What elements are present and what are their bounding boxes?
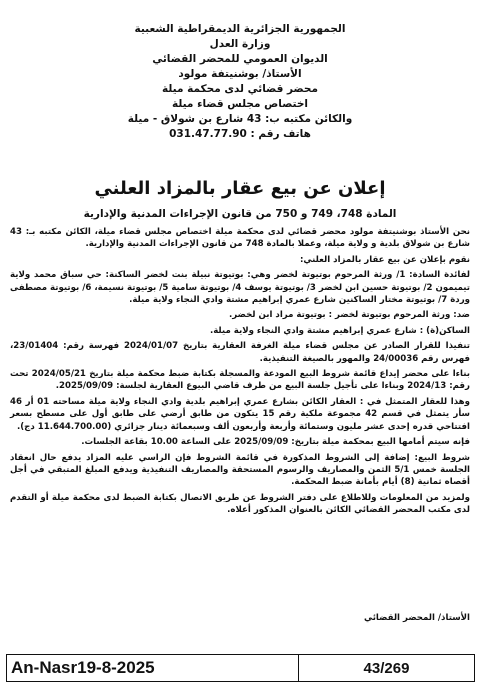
announcement-title: إعلان عن بيع عقار بالمزاد العلني [94,178,386,199]
reference-number: 43/269 [363,659,410,677]
publication-footer [6,654,475,682]
letterhead [40,22,440,142]
residence-paragraph: الساكن(ة) : شارع عمري إبراهيم مشتة وادي النجاء ولاية ميلة. [209,325,470,336]
sale-date-paragraph: فإنه سيتم أمامها البيع بمحكمة ميلة بتاريخ: 2025/09/09 على الساعة 10.00 بقاعة الجلسات. [81,437,470,448]
more-info-paragraph: ولمزيد من المعلومات وللاطلاع على دفتر الشروط عن طريق الاتصال بكتابة الضبط لدى محكمة ميلة أو التقدم لدى مكتب المحضر القضائي الكائن بالعنوان المذكور أعلاه. [10,492,470,516]
auction-notice: نقوم بإعلان عن بيع عقار بالمزاد العلني: [300,254,470,265]
header-line-ministry: وزارة العدل [209,38,271,50]
signature: الأستاذ/ المحضر القضائي [364,613,470,623]
intro-paragraph: نحن الأستاذ بوشنيتفة مولود محضر قضائي لدى محكمة ميلة اختصاص مجلس قضاء ميلة، الكائن مكتبه بـ: 43 شارع بن شولاق بلدية و ولاية ميلة، وعملا بالمادة 748 من قانون الإجراءات المدنية والإدارية. [10,227,470,250]
sale-conditions-paragraph: شروط البيع: إضافة إلى الشروط المذكورة في قائمة الشروط فإن الراسي عليه المزاد يدفع حال انعقاد الجلسة خمس 5/1 الثمن والمصاريف والرسوم المستحقة والمصاريف التنفيذية ويدفع المبلغ المتبقي في أجل أقصاه ثمانية (8) أيام بأمانة ضبط المحكمة. [10,452,470,488]
property-paragraph: وهذا للعقار المتمثل في : العقار الكائن بشارع عمري إبراهيم بلدية وادي النجاء ولاية ميلة مساحته 01 أر 46 سأر يتمثل في قسم 42 مجموعة ملكية رقم 15 يتكون من طابق أرضي على طابق أول على مسطح بسعر افتتاحي قدره إحدى عشر مليون وستمائة وأربعة وأربعون ألف وسبعمائة دينار جزائري (11.644.700.00 دج). [10,396,471,432]
beneficiaries-paragraph: لفائدة السادة: 1/ ورثة المرحوم بوتيوتة لخضر وهي: بوتيوتة نبيلة بنت لخضر الساكنة: حي سباق محمد ولاية تيميمون 2/ بوتيوتة حسين ابن لخضر 3/ بوتيوتة يوسف 4/ بوتيوتة سامية 5/ بوتيوتة نسيمة، 6/ بوتيوتة مصطفى وردة 7/ بوتيوتة مختار الساكنين شارع عمري إبراهيم مشتة وادي النجاء ولاية ميلة. [10,270,470,306]
legal-reference: المادة 748، 749 و 750 من قانون الإجراءات المدنية والإدارية [83,208,397,220]
deposit-paragraph: بناءا على محضر إيداع قائمة شروط البيع المودعة والمسجلة بكتابة ضبط محكمة ميلة بتاريخ 2024/05/21 تحت رقم: 2024/13 وبناءا على تأجيل جلسة البيع من طرف قاضي البيوع العقارية لجلسة: 2025/09/09. [10,369,470,392]
header-line-republic: الجمهورية الجزائرية الديمقراطية الشعبية [134,23,346,35]
execution-paragraph: تنفيذا للقرار الصادر عن مجلس قضاء ميلة الغرفة العقارية بتاريخ 2024/01/07 فهرسة رقم: 23/01404، فهرس رقم 24/00036 والمهور بالصيغة التنفيذية. [10,341,470,364]
header-line-office: الديوان العمومي للمحضر القضائي [152,53,328,65]
header-line-bailiff-name: الأستاذ/ بوشنيتفة مولود [178,68,302,80]
publication-label: An-Nasr19-8-2025 [7,655,299,681]
announcement-body [10,226,470,520]
against-paragraph: ضد: ورثة المرحوم بوتيوتة لخضر : بوتيوتة مراد ابن لخضر. [229,310,470,321]
header-line-court: محضر قضائي لدى محكمة ميلة [162,83,318,95]
header-line-address: والكائن مكتبه ب: 43 شارع بن شولاق - ميلة [127,113,353,125]
header-line-jurisdiction: اختصاص مجلس قضاء ميلة [171,98,308,110]
header-line-phone: هاتف رقم : 031.47.77.90 [169,128,311,140]
